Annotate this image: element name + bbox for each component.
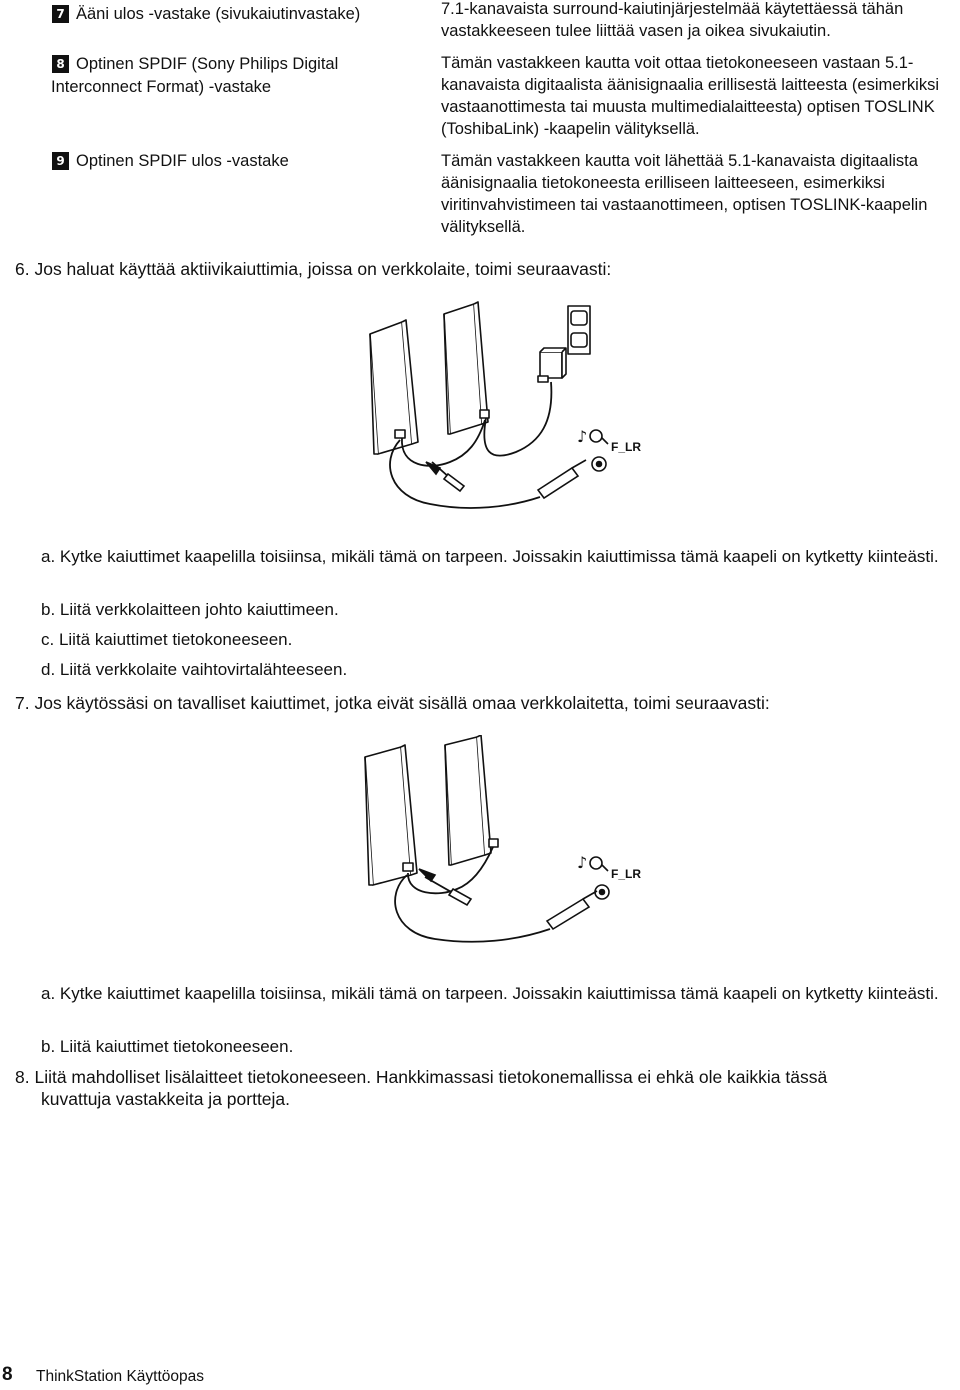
jack-label-f-lr: F_LR	[611, 440, 641, 454]
step-6: 6. Jos haluat käyttää aktiivikaiuttimia, joissa on verkkolaite, toimi seuraavasti:	[15, 259, 612, 279]
connector-badge-8: 8	[52, 55, 69, 73]
svg-text:♪: ♪	[577, 853, 588, 872]
connector-desc-8: Tämän vastakkeen kautta voit ottaa tietokoneeseen vastaan 5.1-kanavaista digitaalista äänisignaalia erillisestä laitteesta (esimerkiksi vastaanottimesta tai muusta multimedialaitteesta) optisen TOSLINK (ToshibaLink) -kaapelin välityksellä.	[441, 54, 939, 138]
connector-label-8-line2: Interconnect Format) -vastake	[51, 78, 272, 96]
footer-title: ThinkStation Käyttöopas	[36, 1368, 205, 1385]
step-7a: a. Kytke kaiuttimet kaapelilla toisiinsa, mikäli tämä on tarpeen. Joissakin kaiuttimissa tämä kaapeli on kytketty kiinteästi.	[41, 984, 939, 1003]
connector-desc-9: Tämän vastakkeen kautta voit lähettää 5.1-kanavaista digitaalista äänisignaalia tietokoneesta erilliseen laitteeseen, esimerkiksi viritinvahvistimeen tai vastaanottimeen, optisen TOSLINK-kaapelin välityksellä.	[441, 152, 928, 236]
step-7b: b. Liitä kaiuttimet tietokoneeseen.	[41, 1037, 294, 1056]
connector-label-9: Optinen SPDIF ulos -vastake	[76, 152, 289, 170]
step-6a-line1: a. Kytke kaiuttimet kaapelilla toisiinsa, mikäli tämä on tarpeen. Joissakin kaiuttimissa tämä kaapeli on kytketty kiinteästi.	[41, 547, 939, 566]
step-6c: c. Liitä kaiuttimet tietokoneeseen.	[41, 630, 293, 649]
step-8-line1: 8. Liitä mahdolliset lisälaitteet tietokoneeseen. Hankkimassasi tietokonemallissa ei ehkä ole kaikkia tässä	[15, 1067, 828, 1087]
connector-badge-7: 7	[52, 5, 69, 23]
connector-label-7: Ääni ulos -vastake (sivukaiutinvastake)	[76, 5, 361, 23]
passive-speakers-figure	[345, 735, 665, 965]
connector-label-8-line1: Optinen SPDIF (Sony Philips Digital	[76, 55, 339, 73]
svg-text:♪: ♪	[577, 427, 588, 446]
step-6d: d. Liitä verkkolaite vaihtovirtalähteeseen.	[41, 660, 348, 679]
step-7: 7. Jos käytössäsi on tavalliset kaiuttimet, jotka eivät sisällä omaa verkkolaitetta, toimi seuraavasti:	[15, 693, 770, 713]
page-number: 8	[2, 1364, 13, 1385]
jack-label-f-lr-2: F_LR	[611, 867, 641, 881]
connector-desc-7: 7.1-kanavaista surround-kaiutinjärjestelmää käytettäessä tähän vastakkeeseen tulee liittää vasen ja oikea sivukaiutin.	[441, 0, 904, 40]
connector-badge-9: 9	[52, 152, 69, 170]
step-6b: b. Liitä verkkolaitteen johto kaiuttimeen.	[41, 600, 339, 619]
step-8-line2: kuvattuja vastakkeita ja portteja.	[41, 1089, 291, 1109]
powered-speakers-figure	[340, 292, 660, 532]
